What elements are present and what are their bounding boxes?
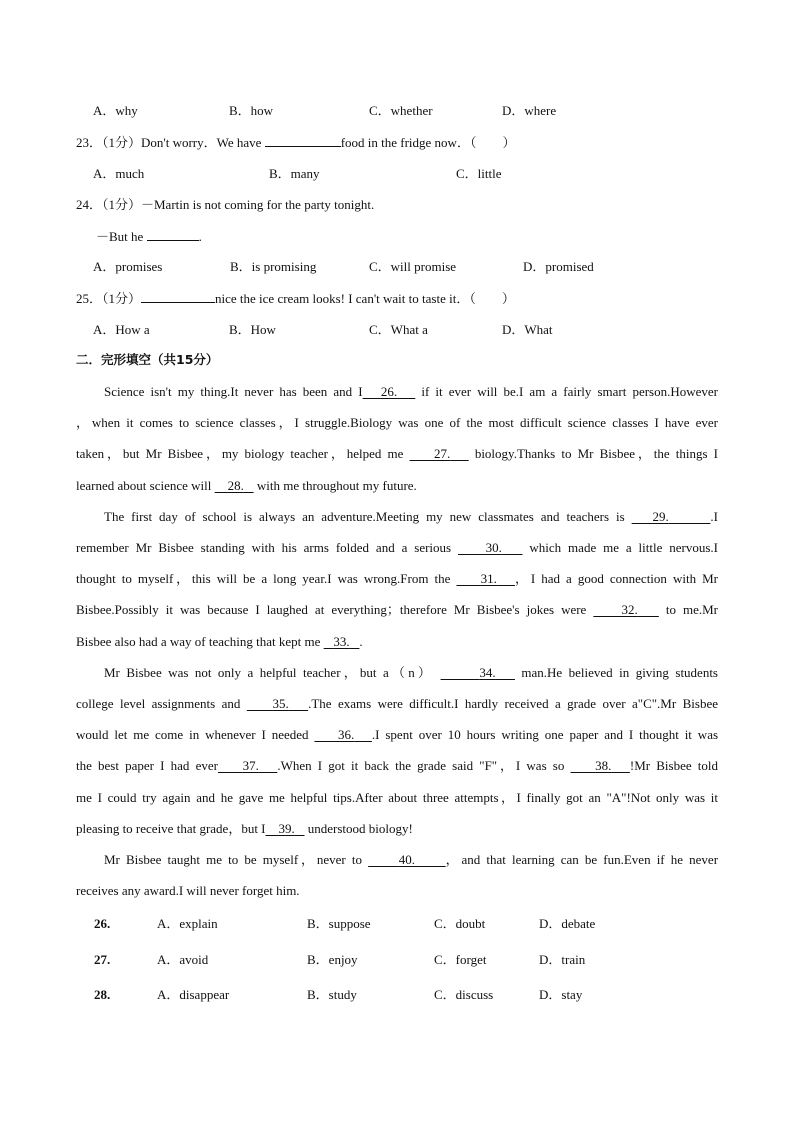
blank-39[interactable]: 39. bbox=[278, 821, 295, 836]
choice-28-option-c[interactable]: C．discuss bbox=[434, 987, 494, 1002]
passage-line: pleasing to receive that grade，but I 39. understood biology! bbox=[76, 821, 413, 836]
choice-26-option-b[interactable]: B．suppose bbox=[307, 916, 371, 931]
passage-line: Bisbee also had a way of teaching that kept me 33. . bbox=[76, 634, 363, 649]
q24-option-c[interactable]: C．will promise bbox=[369, 259, 457, 274]
passage-line: college level assignments and 35. .The exams were difficult.I hardly received a grade over a"C".Mr Bisbee bbox=[76, 696, 719, 711]
blank-26[interactable]: 26. bbox=[380, 384, 398, 399]
blank-32[interactable]: 32. bbox=[621, 602, 638, 617]
q23-option-c[interactable]: C．little bbox=[456, 166, 502, 181]
q22-option-d[interactable]: D．where bbox=[502, 103, 557, 118]
q22-option-b[interactable]: B．how bbox=[229, 103, 274, 118]
blank-34[interactable]: 34. bbox=[479, 665, 496, 680]
choice-28-option-b[interactable]: B．study bbox=[307, 987, 357, 1002]
q25-option-d[interactable]: D．What bbox=[502, 322, 553, 337]
blank-30[interactable]: 30. bbox=[485, 540, 502, 555]
blank-38[interactable]: 38. bbox=[595, 758, 612, 773]
choice-26-option-a[interactable]: A．explain bbox=[157, 916, 218, 931]
section-heading: 二．完形填空（共15分） bbox=[76, 352, 219, 367]
passage-line: ，when it comes to science classes，I struggle.Biology was one of the most difficult science classes I have ever bbox=[76, 415, 718, 430]
q24-stem: 24．（1分）－Martin is not coming for the party tonight. bbox=[76, 197, 375, 212]
choice-27-option-d[interactable]: D．train bbox=[539, 952, 586, 967]
q22-option-c[interactable]: C．whether bbox=[369, 103, 433, 118]
passage-line: Science isn't my thing.It never has been and I 26. if it ever will be.I am a fairly smart person.However bbox=[104, 384, 718, 399]
choice-27-option-c[interactable]: C．forget bbox=[434, 952, 487, 967]
passage-line: the best paper I had ever 37. .When I got it back the grade said "F"，I was so 38. !Mr Bisbee told bbox=[76, 758, 719, 773]
q25-option-a[interactable]: A．How a bbox=[93, 322, 150, 337]
q23-option-a[interactable]: A．much bbox=[93, 166, 145, 181]
q24-blank[interactable] bbox=[147, 228, 199, 241]
q22-option-a[interactable]: A．why bbox=[93, 103, 138, 118]
blank-35[interactable]: 35. bbox=[272, 696, 289, 711]
q24-option-b[interactable]: B．is promising bbox=[230, 259, 317, 274]
q24-reply: －But he . bbox=[96, 229, 202, 244]
q25-option-b[interactable]: B．How bbox=[229, 322, 276, 337]
q23-blank[interactable] bbox=[265, 134, 341, 147]
blank-31[interactable]: 31. bbox=[480, 571, 497, 586]
choice-28-option-d[interactable]: D．stay bbox=[539, 987, 583, 1002]
choice-number-27: 27. bbox=[94, 952, 111, 967]
choice-27-option-b[interactable]: B．enjoy bbox=[307, 952, 358, 967]
choice-28-option-a[interactable]: A．disappear bbox=[157, 987, 230, 1002]
passage-line: The first day of school is always an adventure.Meeting my new classmates and teachers is 29. .I bbox=[104, 509, 719, 524]
passage-line: Bisbee.Possibly it was because I laughed at everything；therefore Mr Bisbee's jokes were 32. to me.Mr bbox=[76, 602, 719, 617]
blank-29[interactable]: 29. bbox=[652, 509, 669, 524]
passage-line: me I could try again and he gave me helpful tips.After about three attempts，I finally got an "A"!Not only was it bbox=[76, 790, 718, 805]
q25-stem: 25．（1分） nice the ice cream looks! I can't wait to taste it．（ ） bbox=[76, 291, 515, 306]
blank-27[interactable]: 27. bbox=[434, 446, 451, 461]
q24-option-a[interactable]: A．promises bbox=[93, 259, 163, 274]
passage-line: receives any award.I will never forget him. bbox=[76, 883, 300, 898]
blank-33[interactable]: 33. bbox=[333, 634, 350, 649]
q25-option-c[interactable]: C．What a bbox=[369, 322, 428, 337]
choice-26-option-d[interactable]: D．debate bbox=[539, 916, 596, 931]
choice-number-28: 28. bbox=[94, 987, 111, 1002]
passage-line: taken，but Mr Bisbee，my biology teacher，helped me 27. biology.Thanks to Mr Bisbee，the things I bbox=[76, 446, 719, 461]
choice-26-option-c[interactable]: C．doubt bbox=[434, 916, 486, 931]
choice-number-26: 26. bbox=[94, 916, 111, 931]
blank-40[interactable]: 40. bbox=[398, 852, 415, 867]
blank-36[interactable]: 36. bbox=[337, 727, 355, 742]
passage-line: thought to myself，this will be a long year.I was wrong.From the 31. ，I had a good connection with Mr bbox=[76, 571, 719, 586]
passage-line: would let me come in whenever I needed 36. .I spent over 10 hours writing one paper and I thought it was bbox=[76, 727, 719, 742]
blank-37[interactable]: 37. bbox=[242, 758, 259, 773]
q25-blank[interactable] bbox=[141, 290, 215, 303]
q23-option-b[interactable]: B．many bbox=[269, 166, 320, 181]
passage-line: Mr Bisbee was not only a helpful teacher，but a（n） 34. man.He believed in giving students bbox=[104, 665, 718, 680]
passage-line: Mr Bisbee taught me to be myself，never to 40. ，and that learning can be fun.Even if he never bbox=[104, 852, 719, 867]
q24-option-d[interactable]: D．promised bbox=[523, 259, 594, 274]
passage-line: learned about science will 28. with me throughout my future. bbox=[76, 478, 417, 493]
choice-27-option-a[interactable]: A．avoid bbox=[157, 952, 209, 967]
blank-28[interactable]: 28. bbox=[227, 478, 244, 493]
q23-stem: 23．（1分）Don't worry．We have food in the fridge now．（ ） bbox=[76, 135, 516, 150]
passage-line: remember Mr Bisbee standing with his arms folded and a serious 30. which made me a little nervous.I bbox=[76, 540, 719, 555]
